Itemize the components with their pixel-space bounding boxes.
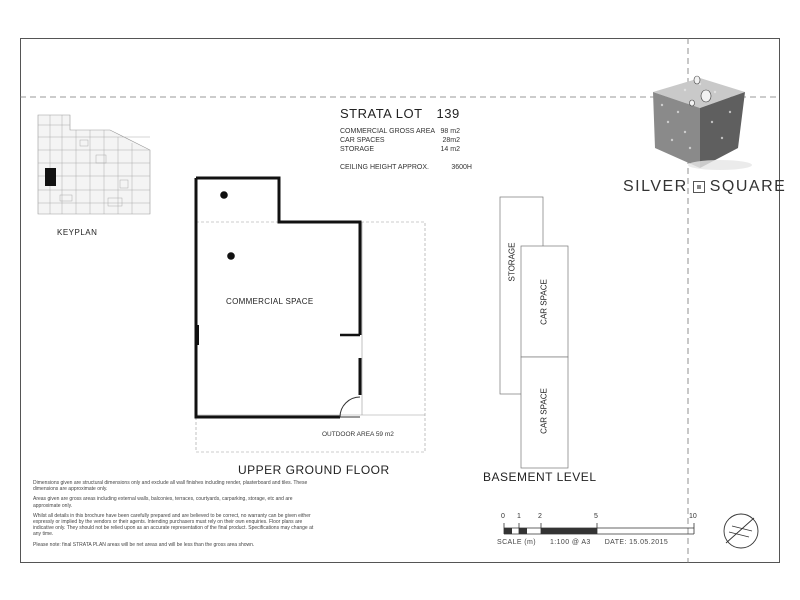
brand-name-left: SILVER <box>623 178 688 195</box>
upper-floor-title: UPPER GROUND FLOOR <box>238 463 390 477</box>
upper-floor-plan <box>196 178 425 452</box>
keyplan-lot-marker <box>45 168 56 186</box>
area-label: STORAGE <box>340 146 375 153</box>
scale-tick-label: 10 <box>689 513 697 520</box>
disclaimer-paragraph: Please note: final STRATA PLAN areas will be net areas and will be less than the gross area shown. <box>33 541 255 548</box>
column-marker <box>227 252 235 260</box>
scale-bar <box>504 523 694 534</box>
drawing-date: DATE: 15.05.2015 <box>604 539 669 546</box>
brand-name <box>623 178 786 196</box>
area-value: 14 m2 <box>440 146 460 153</box>
scale-caption <box>497 539 682 546</box>
area-value: 3600H <box>451 164 472 171</box>
room-label: COMMERCIAL SPACE <box>226 297 314 306</box>
area-label: COMMERCIAL GROSS AREA <box>340 128 436 135</box>
strata-lot-label: STRATA LOT <box>340 106 423 121</box>
door-swing <box>340 397 360 417</box>
outdoor-area-label: OUTDOOR AREA 59 m2 <box>322 431 394 438</box>
brand-name-right: SQUARE <box>709 178 787 195</box>
area-label: CAR SPACES <box>340 137 385 144</box>
keyplan-map <box>36 112 152 218</box>
scale-tick-label: 2 <box>538 513 542 520</box>
area-value: 28m2 <box>442 137 460 144</box>
scale-unit-label: SCALE (m) <box>497 539 536 546</box>
area-value: 98 m2 <box>440 128 460 135</box>
disclaimer-paragraph: Dimensions given are structural dimensions only and exclude all wall finishes including render, plasterboard and tiles. These dimensions are approximate only. <box>33 480 308 493</box>
silver-square-cube-logo <box>653 76 752 170</box>
basement-title: BASEMENT LEVEL <box>483 470 597 484</box>
column-marker <box>220 191 228 199</box>
disclaimer-notes <box>33 480 318 552</box>
area-label: CEILING HEIGHT APPROX. <box>340 164 429 171</box>
strata-lot-number: 139 <box>436 106 460 121</box>
strata-lot-title <box>340 106 460 121</box>
scale-tick-label: 1 <box>517 513 521 520</box>
north-arrow-icon <box>724 514 758 548</box>
scale-ratio: 1:100 @ A3 <box>550 539 591 546</box>
disclaimer-paragraph: Whilst all details in this brochure have been carefully prepared and are believed to be correct, no warranty can be given either expressly or implied by the vendors or their agents. Intending purchasers must rely on their own enquiries. Floor plans are indicative only. They should not be relied upon as an accurate representation of the final product. Specifications may change at any time. <box>33 512 314 538</box>
car-space-label: CAR SPACE <box>539 388 549 434</box>
wall-outline <box>196 178 360 335</box>
storage-label: STORAGE <box>507 242 517 282</box>
scale-tick-label: 0 <box>501 513 505 520</box>
square-icon <box>693 181 705 193</box>
car-space-label: CAR SPACE <box>539 279 549 325</box>
scale-tick-label: 5 <box>594 513 598 520</box>
disclaimer-paragraph: Areas given are gross areas including external walls, balconies, terraces, courtyards, carparking, storage, etc and are approximate only. <box>33 496 293 509</box>
basement-plan <box>500 197 568 468</box>
keyplan-label: KEYPLAN <box>57 228 98 237</box>
